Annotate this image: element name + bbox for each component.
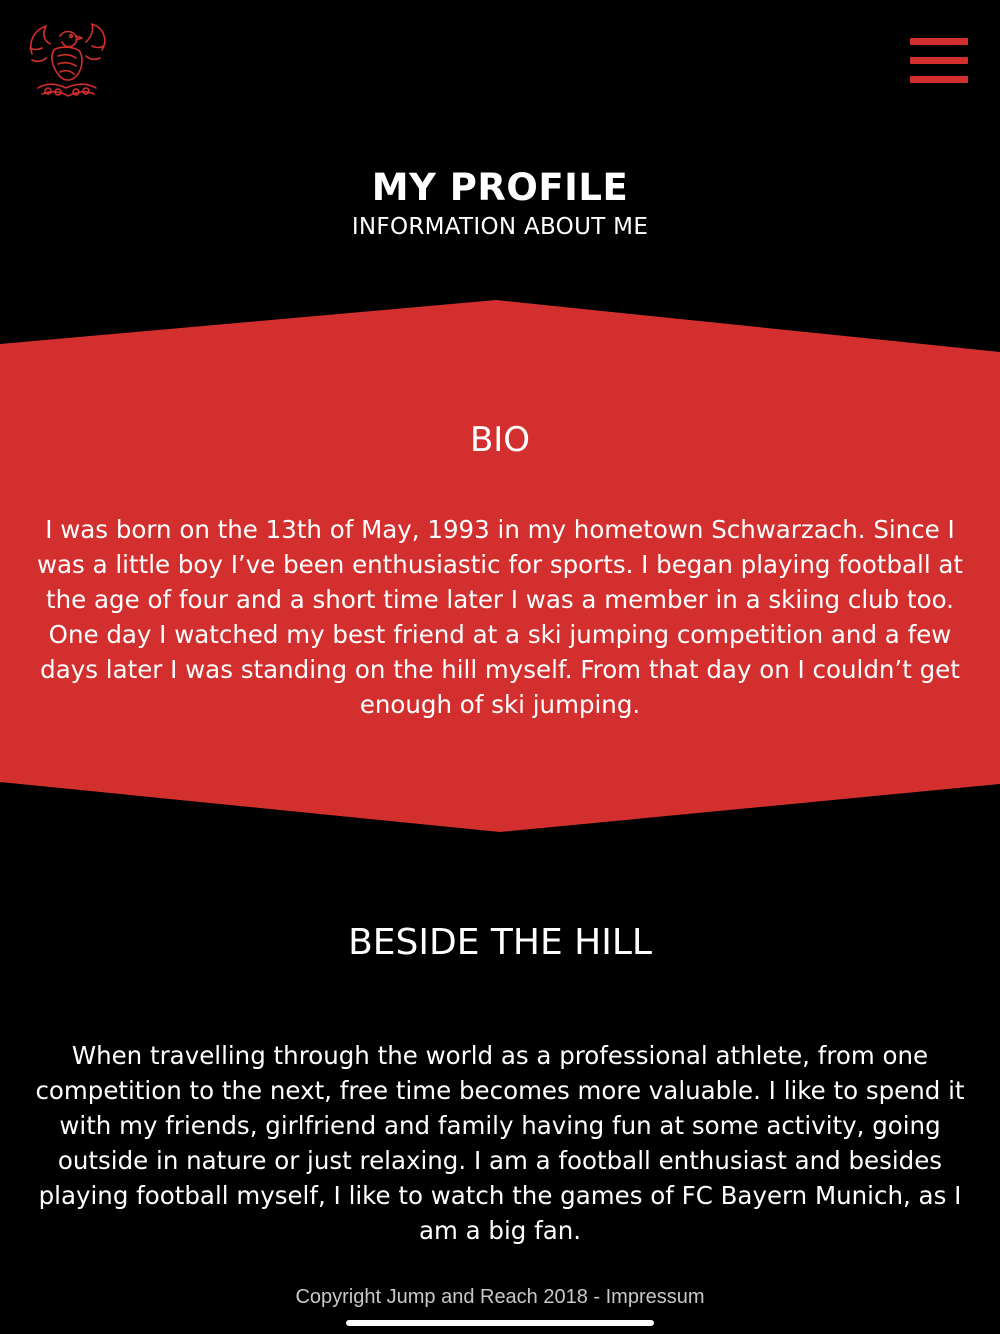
menu-bar-bottom bbox=[910, 76, 968, 83]
home-indicator[interactable] bbox=[346, 1320, 654, 1326]
eagle-crest-logo-icon[interactable] bbox=[24, 20, 110, 100]
bio-heading: BIO bbox=[469, 420, 531, 460]
menu-bar-top bbox=[910, 38, 968, 45]
beside-the-hill-container bbox=[30, 1038, 970, 1264]
menu-bar-middle bbox=[910, 57, 968, 64]
beside-the-hill-text: When travelling through the world as a professional athlete, from one competition to the next, free time becomes more valuable. I like to spend it with my friends, girlfriend and family having fun at some activity, going outside in nature or just relaxing. I am a football enthusiast and besides playing football myself, I like to watch the games of FC Bayern Munich, as I am a big fan. bbox=[35, 1041, 965, 1245]
hamburger-menu-icon[interactable] bbox=[910, 38, 968, 84]
beside-the-hill-heading: BESIDE THE HILL bbox=[348, 922, 652, 963]
page-subtitle: INFORMATION ABOUT ME bbox=[351, 214, 649, 240]
footer-copyright[interactable]: Copyright Jump and Reach 2018 - Impressum bbox=[295, 1286, 705, 1308]
bio-text: I was born on the 13th of May, 1993 in my hometown Schwarzach. Since I was a little boy I’ve been enthusiastic for sports. I began playing football at the age of four and a short time later I was a member in a skiing club too. One day I watched my best friend at a ski jumping competition and a few days later I was standing on the hill myself. From that day on I couldn’t get enough of ski jumping. bbox=[36, 515, 964, 719]
page-title: MY PROFILE bbox=[371, 166, 629, 209]
